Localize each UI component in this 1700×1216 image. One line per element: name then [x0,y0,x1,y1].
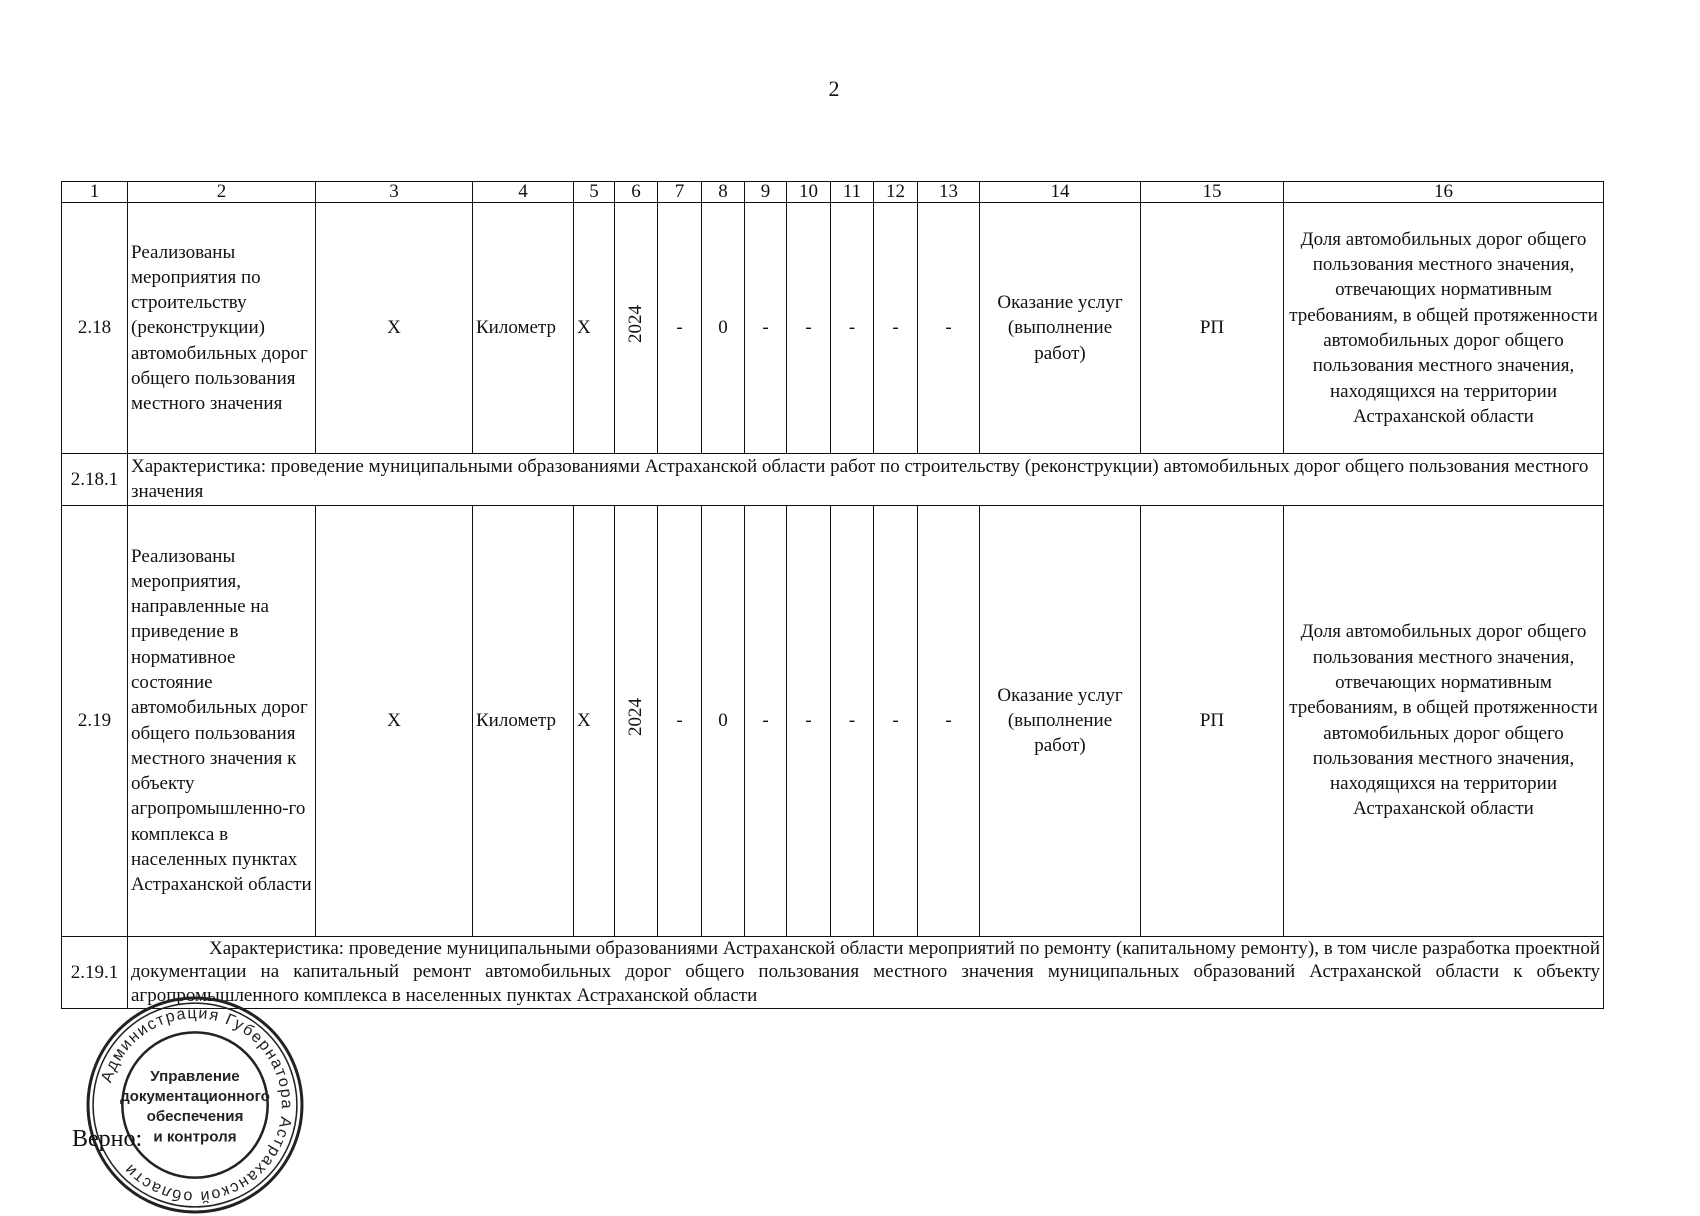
responsible-cell: РП [1141,203,1284,454]
cell-col8: 0 [702,505,745,936]
measure-name: Реализованы мероприятия по строительству (реконструкции) автомобильных дорог общего пользования местного значения [128,203,316,454]
stamp-line-2: документационного [120,1087,270,1105]
measures-table [61,181,1604,1009]
cell-col8: 0 [702,203,745,454]
column-number: 8 [702,182,745,203]
stamp-ring-text [97,1004,295,1206]
column-number: 5 [574,182,615,203]
column-number: 1 [62,182,128,203]
stamp-ring-text-path: Администрация Губернатора Астраханской области [97,1004,296,1206]
row-number: 2.18 [62,203,128,454]
cell-col3: Х [316,505,473,936]
stamp-line-1: Управление [150,1067,240,1085]
column-number: 4 [473,182,574,203]
verno-label: Верно: [72,1126,143,1152]
cell-col3: Х [316,203,473,454]
cell-col11: - [831,203,874,454]
stamp-outer-ring-inner [93,1003,297,1207]
stamp-outer-ring [88,998,302,1212]
stamp-inner-ring [122,1032,267,1177]
cell-col12: - [874,505,918,936]
cell-col10: - [787,203,831,454]
row-number: 2.19 [62,505,128,936]
cell-col7: - [658,505,702,936]
responsible-cell: РП [1141,505,1284,936]
year-value: 2024 [625,305,647,344]
cell-col12: - [874,203,918,454]
unit-cell: Километр [473,203,574,454]
cell-col9: - [745,505,787,936]
type-cell: Оказание услуг (выполнение работ) [980,505,1141,936]
cell-col5: Х [574,505,615,936]
year-cell [615,203,658,454]
table-row [62,203,1604,454]
measure-name: Реализованы мероприятия, направленные на приведение в нормативное состояние автомобильных дорог общего пользования местного значения к объекту агропромышленно-го комплекса в населенных пунктах Астраханской области [128,505,316,936]
column-number: 15 [1141,182,1284,203]
cell-col7: - [658,203,702,454]
indicator-cell: Доля автомобильных дорог общего пользования местного значения, отвечающих нормативным требованиям, в общей протяженности автомобильных дорог общего пользования местного значения, находящихся на территории Астраханской области [1284,203,1604,454]
year-cell [615,505,658,936]
cell-col13: - [918,505,980,936]
column-number: 14 [980,182,1141,203]
column-number: 2 [128,182,316,203]
cell-col10: - [787,505,831,936]
column-number-row [62,182,1604,203]
column-number: 12 [874,182,918,203]
year-value: 2024 [625,697,647,736]
column-number: 16 [1284,182,1604,203]
column-number: 3 [316,182,473,203]
characteristic-number: 2.18.1 [62,454,128,506]
column-number: 6 [615,182,658,203]
column-number: 10 [787,182,831,203]
stamp-line-4: и контроля [153,1128,237,1146]
characteristic-text: Характеристика: проведение муниципальными образованиями Астраханской области работ по строительству (реконструкции) автомобильных дорог общего пользования местного значения [128,454,1604,506]
column-number: 9 [745,182,787,203]
column-number: 7 [658,182,702,203]
column-number: 13 [918,182,980,203]
characteristic-text: Характеристика: проведение муниципальными образованиями Астраханской области мероприятий по ремонту (капитальному ремонту), в том числе разработка проектной документации на капитальный ремонт автомобильных дорог общего пользования местного значения муниципальных образований Астраханской области к объекту агропромышленного комплекса в населенных пунктах Астраханской области [128,936,1604,1008]
page-number: 2 [828,76,840,101]
cell-col11: - [831,505,874,936]
column-number: 11 [831,182,874,203]
indicator-cell: Доля автомобильных дорог общего пользования местного значения, отвечающих нормативным требованиям, в общей протяженности автомобильных дорог общего пользования местного значения, находящихся на территории Астраханской области [1284,505,1604,936]
table-row [62,505,1604,936]
official-stamp [84,994,306,1216]
stamp-line-3: обеспечения [146,1108,244,1126]
unit-cell: Километр [473,505,574,936]
characteristic-number: 2.19.1 [62,936,128,1008]
cell-col5: Х [574,203,615,454]
type-cell: Оказание услуг (выполнение работ) [980,203,1141,454]
characteristic-row [62,454,1604,506]
cell-col13: - [918,203,980,454]
cell-col9: - [745,203,787,454]
